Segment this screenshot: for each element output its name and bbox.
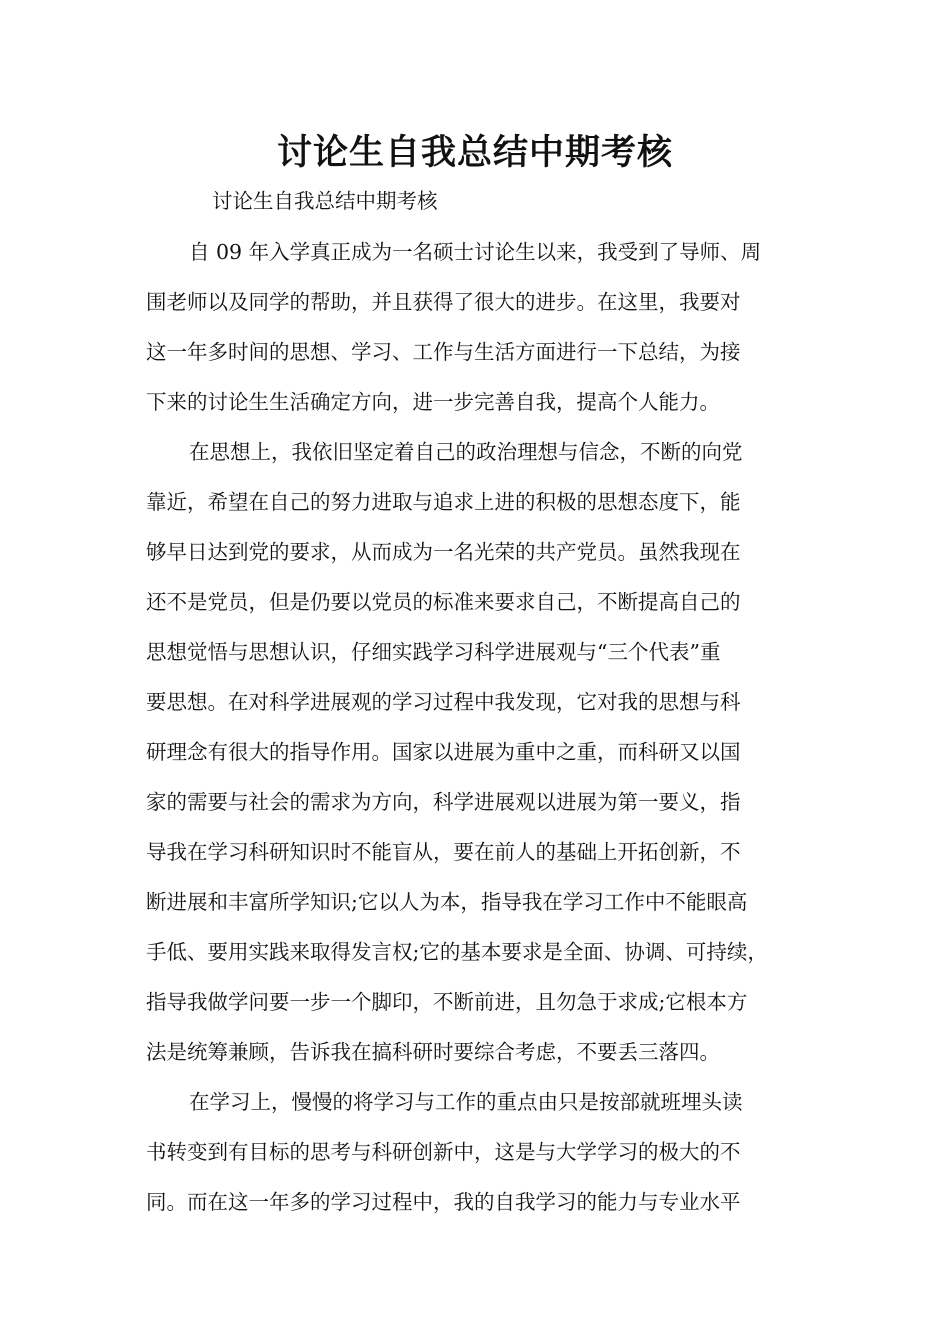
paragraph-line: 自 09 年入学真正成为一名硕士讨论生以来，我受到了导师、周 bbox=[189, 240, 762, 264]
document-subtitle: 讨论生自我总结中期考核 bbox=[212, 189, 438, 213]
paragraph-line: 这一年多时间的思想、学习、工作与生活方面进行一下总结，为接 bbox=[146, 340, 741, 364]
paragraph-line: 在思想上，我依旧坚定着自己的政治理想与信念，不断的向党 bbox=[189, 440, 743, 464]
paragraph-line: 同。而在这一年多的学习过程中，我的自我学习的能力与专业水平 bbox=[146, 1190, 741, 1214]
document-body bbox=[146, 232, 806, 1232]
paragraph-line: 研理念有很大的指导作用。国家以进展为重中之重，而科研又以国 bbox=[146, 740, 741, 764]
paragraph-line: 断进展和丰富所学知识;它以人为本，指导我在学习工作中不能眼高 bbox=[146, 890, 748, 914]
paragraph-line: 思想觉悟与思想认识，仔细实践学习科学进展观与“三个代表”重 bbox=[146, 640, 721, 664]
paragraph-line: 够早日达到党的要求，从而成为一名光荣的共产党员。虽然我现在 bbox=[146, 540, 741, 564]
paragraph-line: 下来的讨论生生活确定方向，进一步完善自我，提高个人能力。 bbox=[146, 390, 720, 414]
paragraph-line: 手低、要用实践来取得发言权;它的基本要求是全面、协调、可持续， bbox=[146, 940, 768, 964]
paragraph-line: 靠近，希望在自己的努力进取与追求上进的积极的思想态度下，能 bbox=[146, 490, 741, 514]
document-title: 讨论生自我总结中期考核 bbox=[276, 133, 673, 173]
paragraph-line: 要思想。在对科学进展观的学习过程中我发现，它对我的思想与科 bbox=[146, 690, 741, 714]
paragraph-line: 围老师以及同学的帮助，并且获得了很大的进步。在这里，我要对 bbox=[146, 290, 741, 314]
paragraph-line: 在学习上，慢慢的将学习与工作的重点由只是按部就班埋头读 bbox=[189, 1090, 743, 1114]
paragraph-line: 书转变到有目标的思考与科研创新中，这是与大学学习的极大的不 bbox=[146, 1140, 741, 1164]
paragraph-line: 指导我做学问要一步一个脚印，不断前进，且勿急于求成;它根本方 bbox=[146, 990, 748, 1014]
paragraph-line: 法是统筹兼顾，告诉我在搞科研时要综合考虑，不要丢三落四。 bbox=[146, 1040, 720, 1064]
paragraph-line: 导我在学习科研知识时不能盲从，要在前人的基础上开拓创新，不 bbox=[146, 840, 741, 864]
paragraph-line: 家的需要与社会的需求为方向，科学进展观以进展为第一要义，指 bbox=[146, 790, 741, 814]
paragraph-line: 还不是党员，但是仍要以党员的标准来要求自己，不断提高自己的 bbox=[146, 590, 741, 614]
